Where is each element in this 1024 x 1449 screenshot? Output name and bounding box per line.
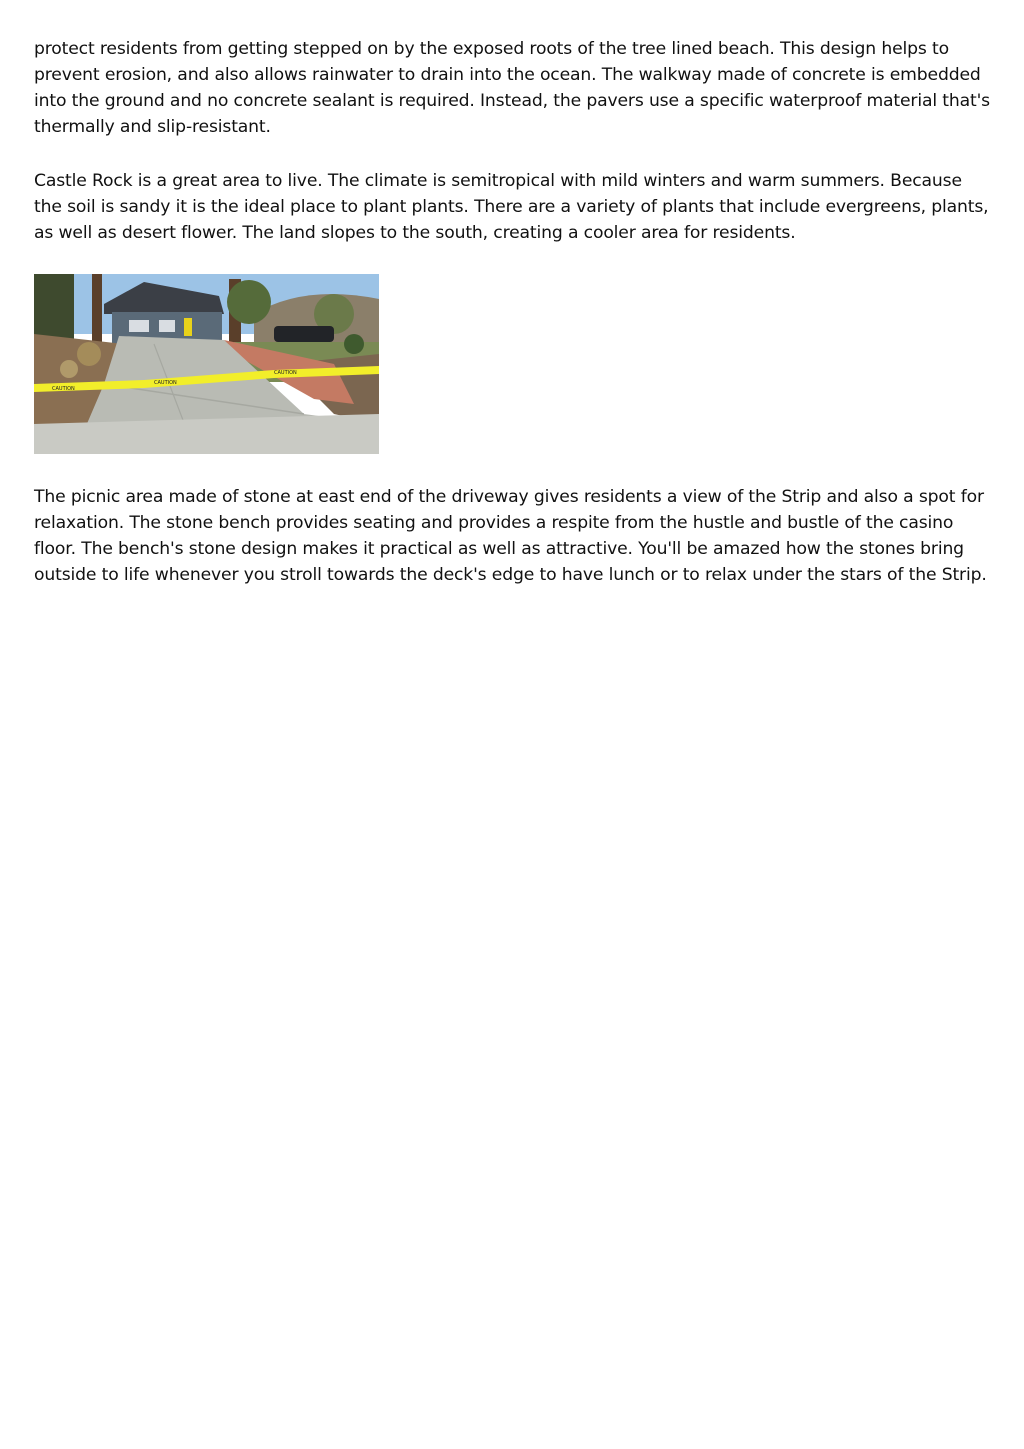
driveway-photo bbox=[34, 274, 379, 454]
paragraph-3: The picnic area made of stone at east end of the driveway gives residents a view of the Strip and also a spot for relaxation. The stone bench provides seating and provides a respite from the hustle and bustle of the casino floor. The bench's stone design makes it practical as well as attractive. You'll be amazed how the stones bring outside to life whenever you stroll towards the deck's edge to have lunch or to relax under the stars of the Strip. bbox=[34, 487, 987, 585]
tape-text: CAUTION bbox=[52, 386, 75, 392]
tape-text-3: CAUTION bbox=[274, 370, 297, 376]
paragraph-2: Castle Rock is a great area to live. The climate is semitropical with mild winters and warm summers. Because the soil is sandy it is the ideal place to plant plants. There are a variety of plants that include evergreens, plants, as well as desert flower. The land slopes to the south, creating a cooler area for residents. bbox=[34, 171, 989, 243]
tape-text-2: CAUTION bbox=[154, 380, 177, 386]
paragraph-1: protect residents from getting stepped on by the exposed roots of the tree lined beach. This design helps to prevent erosion, and also allows rainwater to drain into the ocean. The walkway made of concrete is embedded into the ground and no concrete sealant is required. Instead, the pavers use a specific waterproof material that's thermally and slip-resistant. bbox=[34, 39, 990, 137]
document-page bbox=[34, 36, 994, 588]
